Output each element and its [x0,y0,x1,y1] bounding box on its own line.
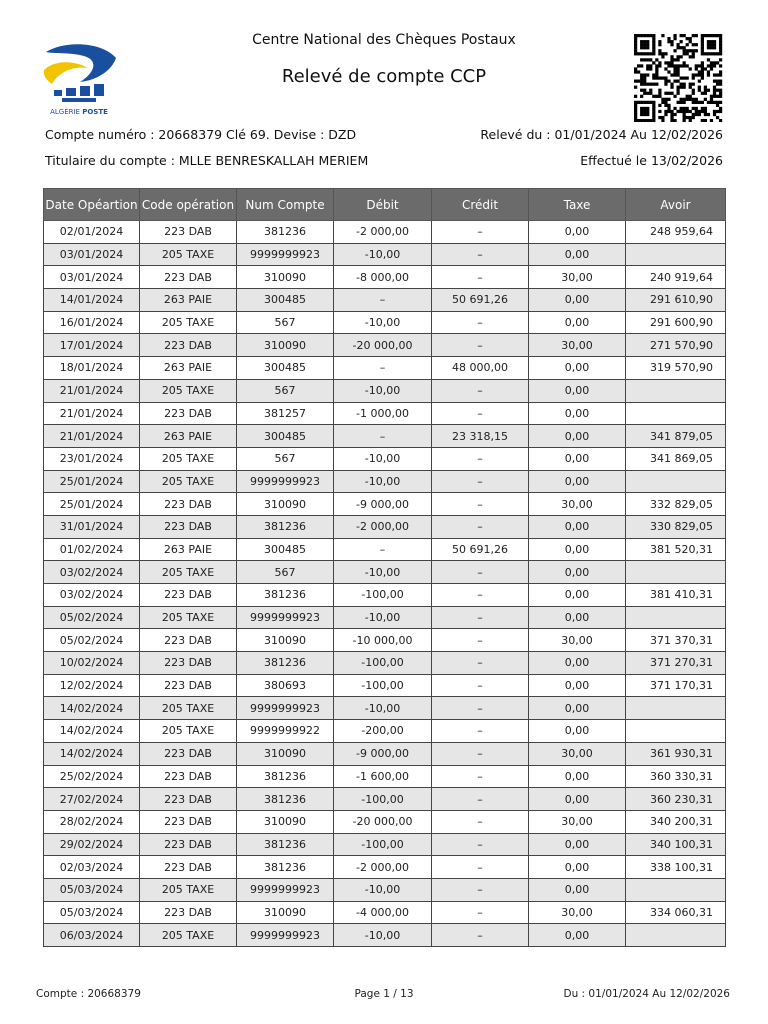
table-row [44,765,726,788]
table-row [44,561,726,584]
table-row [44,833,726,856]
logo-caption-suffix: POSTE [82,108,108,116]
footer-page-number: Page 1 / 13 [354,988,414,1000]
cell-debit: -10 000,00 [334,629,432,652]
cell-credit: – [432,447,529,470]
cell-code: 223 DAB [140,402,237,425]
cell-debit: -2 000,00 [334,221,432,244]
cell-code: 223 DAB [140,856,237,879]
cell-debit: -10,00 [334,697,432,720]
cell-debit: -10,00 [334,311,432,334]
cell-account: 9999999923 [237,924,334,947]
table-row [44,878,726,901]
cell-account: 381236 [237,221,334,244]
cell-account: 310090 [237,334,334,357]
cell-credit: – [432,379,529,402]
table-row [44,924,726,947]
account-holder: Titulaire du compte : MLLE BENRESKALLAH MERIEM [45,153,369,168]
cell-balance: 291 600,90 [626,311,726,334]
cell-account: 310090 [237,742,334,765]
cell-code: 205 TAXE [140,379,237,402]
table-row [44,697,726,720]
column-header-code: Code opération [140,189,237,221]
cell-credit: – [432,742,529,765]
cell-debit: -20 000,00 [334,334,432,357]
cell-debit: – [334,538,432,561]
cell-debit: -10,00 [334,878,432,901]
cell-account: 300485 [237,289,334,312]
cell-date: 25/01/2024 [44,470,140,493]
cell-tax: 0,00 [529,697,626,720]
table-row [44,901,726,924]
cell-tax: 30,00 [529,629,626,652]
column-header-balance: Avoir [626,189,726,221]
cell-code: 205 TAXE [140,606,237,629]
cell-debit: -1 600,00 [334,765,432,788]
table-row [44,221,726,244]
page-title: Relevé de compte CCP [281,66,487,87]
cell-debit: -10,00 [334,447,432,470]
cell-debit: -200,00 [334,720,432,743]
cell-tax: 0,00 [529,833,626,856]
cell-date: 03/01/2024 [44,266,140,289]
cell-account: 381236 [237,652,334,675]
organization-name: Centre National des Chèques Postaux [252,32,516,48]
cell-debit: -100,00 [334,833,432,856]
cell-account: 567 [237,447,334,470]
cell-date: 12/02/2024 [44,674,140,697]
cell-code: 205 TAXE [140,447,237,470]
table-row [44,379,726,402]
cell-balance [626,470,726,493]
cell-balance: 341 869,05 [626,447,726,470]
cell-credit: – [432,629,529,652]
table-row [44,243,726,266]
cell-date: 02/01/2024 [44,221,140,244]
table-row [44,470,726,493]
cell-account: 310090 [237,493,334,516]
cell-date: 25/01/2024 [44,493,140,516]
cell-code: 263 PAIE [140,538,237,561]
cell-debit: – [334,289,432,312]
cell-tax: 0,00 [529,357,626,380]
cell-tax: 0,00 [529,765,626,788]
cell-tax: 0,00 [529,720,626,743]
table-row [44,652,726,675]
cell-credit: – [432,470,529,493]
cell-balance: 371 170,31 [626,674,726,697]
table-row [44,584,726,607]
cell-date: 03/02/2024 [44,584,140,607]
table-row [44,720,726,743]
cell-account: 381236 [237,584,334,607]
table-row [44,289,726,312]
cell-account: 9999999922 [237,720,334,743]
cell-debit: -2 000,00 [334,856,432,879]
cell-code: 263 PAIE [140,289,237,312]
cell-debit: -9 000,00 [334,742,432,765]
table-row [44,357,726,380]
cell-account: 381236 [237,765,334,788]
cell-code: 223 DAB [140,788,237,811]
cell-credit: – [432,243,529,266]
cell-credit: – [432,720,529,743]
cell-balance [626,720,726,743]
cell-tax: 0,00 [529,584,626,607]
cell-date: 06/03/2024 [44,924,140,947]
table-row [44,266,726,289]
table-row [44,788,726,811]
table-row [44,493,726,516]
cell-tax: 0,00 [529,402,626,425]
cell-account: 381257 [237,402,334,425]
cell-debit: -10,00 [334,606,432,629]
cell-balance: 334 060,31 [626,901,726,924]
cell-code: 205 TAXE [140,470,237,493]
cell-account: 300485 [237,357,334,380]
cell-date: 14/02/2024 [44,697,140,720]
cell-balance [626,878,726,901]
cell-debit: – [334,425,432,448]
cell-balance: 371 270,31 [626,652,726,675]
cell-tax: 0,00 [529,878,626,901]
table-row [44,606,726,629]
cell-code: 263 PAIE [140,357,237,380]
cell-tax: 0,00 [529,470,626,493]
cell-debit: -2 000,00 [334,515,432,538]
cell-debit: -20 000,00 [334,810,432,833]
cell-balance: 248 959,64 [626,221,726,244]
cell-date: 28/02/2024 [44,810,140,833]
cell-balance: 360 230,31 [626,788,726,811]
cell-balance: 332 829,05 [626,493,726,516]
cell-credit: – [432,765,529,788]
cell-code: 205 TAXE [140,243,237,266]
table-row [44,742,726,765]
table-row [44,334,726,357]
cell-balance: 240 919,64 [626,266,726,289]
cell-tax: 30,00 [529,901,626,924]
column-header-credit: Crédit [432,189,529,221]
cell-balance: 360 330,31 [626,765,726,788]
cell-tax: 0,00 [529,243,626,266]
cell-tax: 0,00 [529,289,626,312]
cell-balance: 361 930,31 [626,742,726,765]
cell-date: 14/01/2024 [44,289,140,312]
cell-tax: 0,00 [529,652,626,675]
cell-tax: 0,00 [529,221,626,244]
cell-tax: 0,00 [529,538,626,561]
statement-period: Relevé du : 01/01/2024 Au 12/02/2026 [480,127,723,142]
table-row [44,629,726,652]
cell-credit: – [432,810,529,833]
cell-code: 205 TAXE [140,720,237,743]
cell-account: 567 [237,561,334,584]
cell-account: 381236 [237,788,334,811]
cell-account: 380693 [237,674,334,697]
cell-credit: – [432,674,529,697]
cell-balance: 330 829,05 [626,515,726,538]
table-row [44,402,726,425]
cell-balance: 381 520,31 [626,538,726,561]
cell-account: 310090 [237,629,334,652]
cell-tax: 0,00 [529,924,626,947]
cell-account: 381236 [237,833,334,856]
cell-code: 223 DAB [140,221,237,244]
cell-date: 21/01/2024 [44,402,140,425]
cell-credit: 50 691,26 [432,289,529,312]
cell-account: 9999999923 [237,697,334,720]
cell-code: 205 TAXE [140,924,237,947]
cell-balance [626,924,726,947]
cell-tax: 30,00 [529,742,626,765]
cell-balance [626,402,726,425]
cell-code: 223 DAB [140,833,237,856]
cell-date: 05/03/2024 [44,901,140,924]
cell-account: 310090 [237,266,334,289]
cell-date: 23/01/2024 [44,447,140,470]
cell-balance [626,561,726,584]
cell-debit: -10,00 [334,470,432,493]
cell-balance: 371 370,31 [626,629,726,652]
account-number: Compte numéro : 20668379 Clé 69. Devise : DZD [45,127,357,142]
cell-balance [626,606,726,629]
cell-account: 9999999923 [237,470,334,493]
cell-code: 205 TAXE [140,311,237,334]
cell-date: 21/01/2024 [44,379,140,402]
cell-debit: -10,00 [334,243,432,266]
cell-credit: – [432,402,529,425]
cell-tax: 30,00 [529,810,626,833]
cell-debit: -100,00 [334,652,432,675]
cell-tax: 0,00 [529,311,626,334]
cell-credit: – [432,334,529,357]
cell-balance [626,243,726,266]
cell-debit: -1 000,00 [334,402,432,425]
cell-tax: 0,00 [529,561,626,584]
cell-balance: 319 570,90 [626,357,726,380]
cell-credit: – [432,584,529,607]
cell-code: 223 DAB [140,810,237,833]
cell-balance [626,379,726,402]
cell-account: 9999999923 [237,606,334,629]
cell-debit: -100,00 [334,674,432,697]
cell-date: 01/02/2024 [44,538,140,561]
cell-code: 223 DAB [140,515,237,538]
cell-credit: 48 000,00 [432,357,529,380]
table-row [44,810,726,833]
cell-tax: 30,00 [529,266,626,289]
cell-account: 310090 [237,810,334,833]
cell-credit: – [432,311,529,334]
cell-tax: 0,00 [529,379,626,402]
cell-debit: -100,00 [334,584,432,607]
cell-code: 223 DAB [140,584,237,607]
cell-date: 16/01/2024 [44,311,140,334]
cell-date: 31/01/2024 [44,515,140,538]
cell-account: 381236 [237,515,334,538]
cell-balance: 338 100,31 [626,856,726,879]
cell-date: 03/01/2024 [44,243,140,266]
cell-balance: 291 610,90 [626,289,726,312]
table-row [44,538,726,561]
cell-code: 223 DAB [140,901,237,924]
column-header-debit: Débit [334,189,432,221]
cell-account: 9999999923 [237,878,334,901]
cell-credit: – [432,856,529,879]
cell-debit: – [334,357,432,380]
cell-debit: -8 000,00 [334,266,432,289]
table-row [44,447,726,470]
cell-date: 14/02/2024 [44,720,140,743]
cell-tax: 30,00 [529,493,626,516]
cell-credit: – [432,901,529,924]
cell-account: 567 [237,311,334,334]
cell-credit: 50 691,26 [432,538,529,561]
cell-date: 03/02/2024 [44,561,140,584]
table-row [44,311,726,334]
cell-tax: 0,00 [529,788,626,811]
cell-balance: 381 410,31 [626,584,726,607]
cell-debit: -10,00 [334,379,432,402]
table-header-row [44,189,726,221]
cell-account: 381236 [237,856,334,879]
cell-code: 223 DAB [140,742,237,765]
cell-date: 17/01/2024 [44,334,140,357]
cell-date: 25/02/2024 [44,765,140,788]
cell-credit: – [432,561,529,584]
footer-account: Compte : 20668379 [36,988,141,1000]
cell-account: 567 [237,379,334,402]
cell-code: 223 DAB [140,652,237,675]
cell-debit: -10,00 [334,924,432,947]
cell-account: 300485 [237,425,334,448]
cell-code: 223 DAB [140,334,237,357]
cell-date: 27/02/2024 [44,788,140,811]
cell-date: 21/01/2024 [44,425,140,448]
cell-balance: 340 100,31 [626,833,726,856]
cell-date: 02/03/2024 [44,856,140,879]
column-header-date: Date Opéartion [44,189,140,221]
cell-credit: – [432,652,529,675]
cell-tax: 30,00 [529,334,626,357]
cell-tax: 0,00 [529,447,626,470]
cell-date: 05/02/2024 [44,606,140,629]
cell-credit: – [432,833,529,856]
table-row [44,515,726,538]
cell-balance: 341 879,05 [626,425,726,448]
cell-credit: – [432,924,529,947]
cell-credit: 23 318,15 [432,425,529,448]
cell-code: 205 TAXE [140,878,237,901]
cell-date: 05/03/2024 [44,878,140,901]
cell-code: 223 DAB [140,493,237,516]
issue-date: Effectué le 13/02/2026 [580,153,723,168]
cell-account: 9999999923 [237,243,334,266]
cell-tax: 0,00 [529,674,626,697]
cell-account: 310090 [237,901,334,924]
cell-credit: – [432,697,529,720]
cell-credit: – [432,878,529,901]
cell-code: 205 TAXE [140,697,237,720]
cell-code: 205 TAXE [140,561,237,584]
cell-credit: – [432,606,529,629]
cell-date: 10/02/2024 [44,652,140,675]
logo-caption-prefix: ALGÉRIE [50,108,80,116]
cell-credit: – [432,221,529,244]
column-header-account: Num Compte [237,189,334,221]
cell-credit: – [432,493,529,516]
cell-tax: 0,00 [529,856,626,879]
cell-credit: – [432,788,529,811]
cell-code: 223 DAB [140,629,237,652]
cell-debit: -100,00 [334,788,432,811]
cell-code: 223 DAB [140,674,237,697]
cell-balance: 271 570,90 [626,334,726,357]
svg-text:ALGÉRIE POSTE [50,107,108,116]
cell-debit: -4 000,00 [334,901,432,924]
table-row [44,674,726,697]
cell-code: 223 DAB [140,266,237,289]
cell-account: 300485 [237,538,334,561]
cell-tax: 0,00 [529,425,626,448]
cell-code: 223 DAB [140,765,237,788]
cell-credit: – [432,515,529,538]
cell-date: 05/02/2024 [44,629,140,652]
footer-period: Du : 01/01/2024 Au 12/02/2026 [563,988,730,1000]
cell-date: 14/02/2024 [44,742,140,765]
cell-tax: 0,00 [529,515,626,538]
cell-balance: 340 200,31 [626,810,726,833]
cell-tax: 0,00 [529,606,626,629]
cell-code: 263 PAIE [140,425,237,448]
cell-debit: -9 000,00 [334,493,432,516]
transactions-table [43,188,726,947]
cell-date: 29/02/2024 [44,833,140,856]
cell-debit: -10,00 [334,561,432,584]
table-row [44,856,726,879]
cell-date: 18/01/2024 [44,357,140,380]
column-header-tax: Taxe [529,189,626,221]
table-row [44,425,726,448]
cell-credit: – [432,266,529,289]
cell-balance [626,697,726,720]
